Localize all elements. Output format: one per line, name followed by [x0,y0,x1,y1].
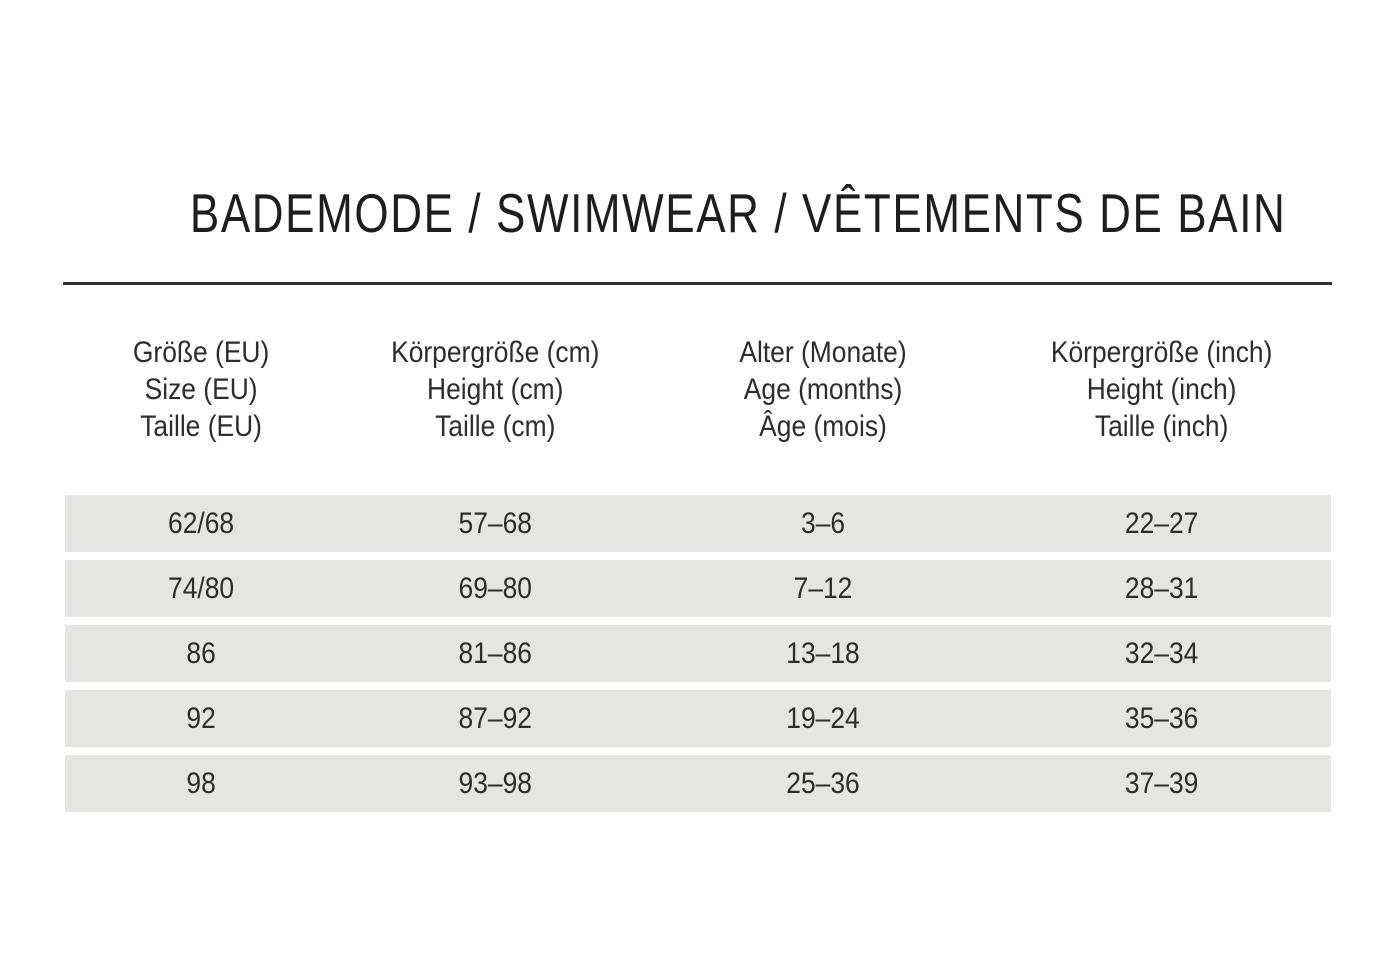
header-line-fr: Taille (EU) [140,410,262,443]
table-cell-height-cm: 93–98 [458,766,533,800]
header-line-de: Größe (EU) [132,336,270,369]
header-line-en: Height (cm) [427,373,564,406]
column-header-height-inch [992,334,1331,445]
table-cell-height-inch: 35–36 [1124,701,1199,735]
title-divider [63,282,1332,285]
table-cell-age: 7–12 [793,571,853,605]
table-cell-size: 98 [186,766,216,800]
table-cell-height-inch: 28–31 [1124,571,1199,605]
header-line-de: Körpergröße (inch) [1050,336,1273,369]
table-cell-height-cm: 81–86 [458,636,533,670]
table-cell-size: 74/80 [168,571,235,605]
header-line-fr: Taille (cm) [435,410,556,443]
table-cell-height-inch: 37–39 [1124,766,1199,800]
column-header-height-cm [337,334,654,445]
table-cell-height-cm: 57–68 [458,506,533,540]
table-cell-age: 19–24 [785,701,860,735]
table-cell-size: 92 [186,701,216,735]
table-cell-size: 62/68 [168,506,235,540]
header-line-de: Alter (Monate) [739,336,907,369]
table-body [65,495,1331,812]
header-line-fr: Âge (mois) [758,410,887,443]
table-row [65,495,1331,552]
header-line-en: Size (EU) [144,373,258,406]
table-cell-height-cm: 69–80 [458,571,533,605]
table-row [65,690,1331,747]
table-cell-height-inch: 32–34 [1124,636,1199,670]
table-header [65,334,1331,445]
table-cell-size: 86 [186,636,216,670]
table-row [65,560,1331,617]
page-title: BADEMODE / SWIMWEAR / VÊTEMENTS DE BAIN [189,182,1287,244]
column-header-age-months [654,334,992,445]
table-cell-age: 25–36 [785,766,860,800]
header-line-de: Körpergröße (cm) [391,336,600,369]
table-cell-height-inch: 22–27 [1124,506,1199,540]
table-row [65,625,1331,682]
table-cell-age: 13–18 [785,636,860,670]
header-line-fr: Taille (inch) [1094,410,1229,443]
table-row [65,755,1331,812]
column-header-size-eu [65,334,337,445]
table-cell-height-cm: 87–92 [458,701,533,735]
table-cell-age: 3–6 [800,506,845,540]
header-line-en: Age (months) [743,373,902,406]
header-line-en: Height (inch) [1086,373,1237,406]
